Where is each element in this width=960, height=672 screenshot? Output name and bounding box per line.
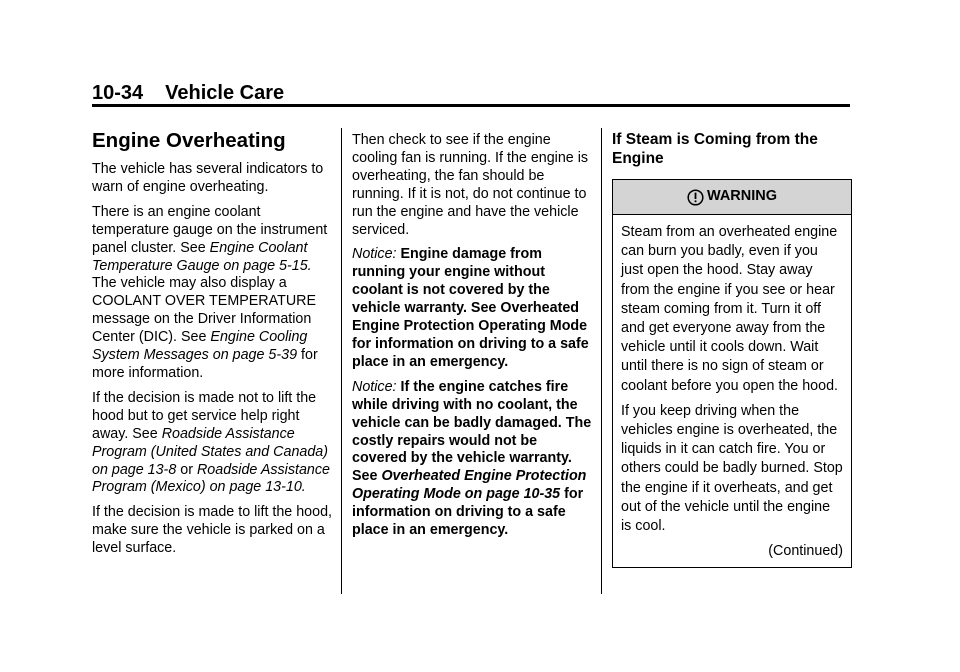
- paragraph-lift-hood: If the decision is made to lift the hood, make sure the vehicle is parked on a level surface.: [92, 504, 333, 557]
- warning-paragraph: Steam from an overheated engine can burn you badly, even if you just open the hood. Stay away from the engine if you see or hear steam coming from it. Turn it off and get everyone away from the vehicle until it cools down. Wait until there is no sign of steam or coolant before you open the hood.: [621, 224, 839, 394]
- column-divider-2: [601, 128, 602, 594]
- notice-text: for information on driving to a safe place in an emergency.: [352, 486, 584, 539]
- warning-paragraph: If you keep driving when the vehicles engine is overheated, the liquids in it can catch fire. You or others could be badly burned. Stop the engine if it overheats, and get out of the vehicle until the engine is cool.: [621, 402, 843, 535]
- header-rule: [92, 104, 850, 107]
- warning-box: [612, 179, 852, 568]
- paragraph-indicators: The vehicle has several indicators to warn of engine overheating.: [92, 161, 324, 195]
- section-heading-steam: If Steam is Coming from the Engine: [612, 131, 818, 167]
- continued-label: (Continued): [768, 543, 843, 560]
- section-heading-engine-overheating: Engine Overheating: [92, 129, 286, 152]
- paragraph-text: for more information.: [92, 347, 318, 381]
- paragraph-text: The vehicle may also display a COOLANT OVER TEMPERATURE message on the Driver Information Center (DIC). See: [92, 275, 317, 346]
- cross-reference-link[interactable]: Roadside Assistance Program (United States and Canada) on page 13-8: [92, 425, 329, 478]
- column-1: [92, 124, 332, 565]
- cross-reference-link[interactable]: Engine Coolant Temperature Gauge on page 5-15.: [92, 239, 312, 274]
- warning-label: WARNING: [706, 188, 778, 205]
- paragraph-cooling-fan: Then check to see if the engine cooling fan is running. If the engine is overheating, the fan should be running. If it is not, do not continue to run the engine and have the vehicle serviced.: [352, 132, 589, 238]
- notice-engine-damage: [352, 246, 592, 371]
- page-header: [92, 82, 284, 105]
- notice-engine-fire: [352, 379, 592, 540]
- warning-body: [613, 215, 851, 567]
- column-2: [352, 132, 592, 547]
- cross-reference-link[interactable]: Roadside Assistance Program (Mexico) on page 13-10.: [92, 461, 330, 496]
- page-number: 10-34: [92, 82, 144, 104]
- column-3: [612, 130, 852, 568]
- paragraph-text: There is an engine coolant temperature gauge on the instrument panel cluster.: [92, 203, 328, 256]
- warning-header: [613, 180, 851, 215]
- notice-text: Engine damage from running your engine without coolant is not covered by the vehicle warranty. See Overheated Engine Protection Operating Mode for information on driving to a safe place in an emergency.: [352, 246, 589, 370]
- section-title: Vehicle Care: [165, 82, 285, 104]
- warning-alert-icon: [687, 189, 704, 206]
- cross-reference-link[interactable]: Engine Cooling System Messages on page 5-39: [92, 329, 308, 364]
- notice-label: Notice:: [352, 378, 397, 395]
- paragraph-text: If the decision is made not to lift the hood but to get service help right away. See: [92, 389, 317, 442]
- notice-label: Notice:: [352, 246, 397, 263]
- or-text: or: [180, 461, 193, 478]
- notice-text: If the engine catches fire while driving with no coolant, the vehicle can be badly damaged. The costly repairs would not be covered by the vehicle warranty. See: [352, 378, 592, 485]
- paragraph-coolant-gauge: [92, 204, 332, 383]
- cross-reference-link[interactable]: Overheated Engine Protection Operating Mode on page 10-35: [352, 468, 587, 503]
- column-divider-1: [341, 128, 342, 594]
- paragraph-service-help: [92, 390, 332, 497]
- see-text: See: [180, 239, 206, 256]
